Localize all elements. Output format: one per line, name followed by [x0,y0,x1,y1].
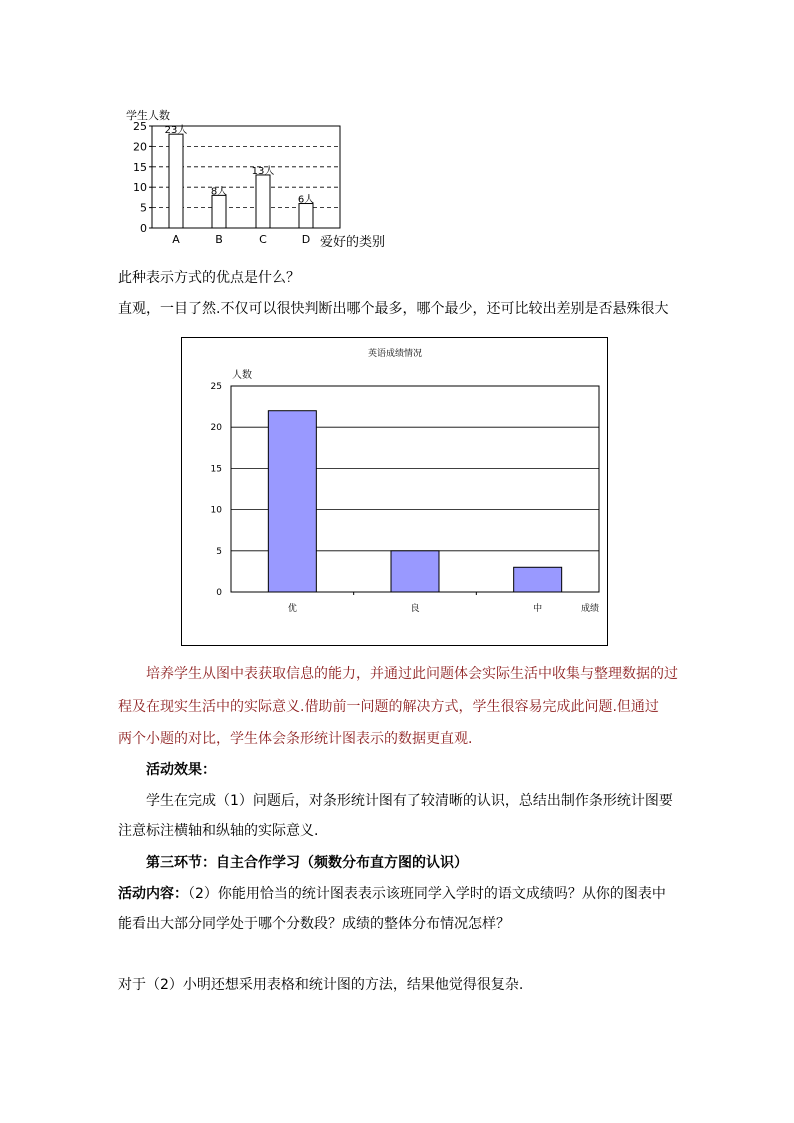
chart1-category-label: D [301,233,311,246]
chart1-bar [212,195,226,228]
chart2-tick-label: 5 [216,546,222,557]
chart1-tick-label: 20 [133,140,147,154]
chart1-data-label: 13人 [251,165,275,177]
chart2-outer-frame [182,338,608,646]
chart1-xlabel: 爱好的类别 [320,235,386,250]
activity-content-line2: 能看出大部分同学处于哪个分数段？成绩的整体分布情况怎样？ [118,916,510,932]
question-advantage: 此种表示方式的优点是什么？ [118,270,300,286]
chart2-bar [514,567,562,592]
chart2-xlabel: 成绩 [581,604,600,614]
answer-advantage: 直观，一目了然.不仅可以很快判断出哪个最多，哪个最少，还可比较出差别是否悬殊很大 [118,301,669,317]
section-three-heading: 第三环节：自主合作学习（频数分布直方图的认识） [146,855,468,871]
chart1-category-label: B [215,233,223,246]
chart2-tick-label: 20 [210,423,222,434]
chart2-title: 英语成绩情况 [367,349,423,359]
chart1-tick-label: 25 [133,120,147,133]
chart1-category-label: C [259,233,267,246]
chart2-tick-label: 15 [210,464,222,475]
chart1-bar [169,134,183,228]
hobby-bar-chart [118,104,398,252]
chart2-ylabel: 人数 [232,370,252,381]
chart2-tick-label: 0 [216,588,222,598]
chart2-bar [391,551,439,592]
paragraph-purpose-line1: 培养学生从图中表获取信息的能力，并通过此问题体会实际生活中收集与整理数据的过 [146,666,678,682]
chart2-tick-label: 10 [210,505,222,516]
chart1-category-label: A [172,233,180,246]
chart2-category-label: 良 [410,604,420,614]
chart1-tick-label: 15 [133,160,147,174]
chart1-data-label: 8人 [210,186,228,198]
paragraph-effect-line1: 学生在完成（1）问题后，对条形统计图有了较清晰的认识，总结出制作条形统计图要 [146,793,673,809]
chart1-data-label: 23人 [164,125,188,137]
chart1-bar [299,204,313,228]
paragraph-purpose-line2: 程及在现实生活中的实际意义.借助前一问题的解决方式，学生很容易完成此问题.但通过 [118,699,659,715]
chart2-category-label: 中 [533,604,543,614]
chart2-tick-label: 25 [210,382,222,392]
paragraph-purpose-line3: 两个小题的对比，学生体会条形统计图表示的数据更直观. [118,731,473,747]
chart1-tick-label: 10 [133,181,147,195]
chart1-ylabel: 学生人数 [126,109,170,122]
activity-content-text: （2）你能用恰当的统计图表表示该班同学入学时的语文成绩吗？从你的图表中 [188,886,666,902]
paragraph-effect-line2: 注意标注横轴和纵轴的实际意义. [118,823,319,839]
chart1-tick-label: 5 [140,201,147,215]
chart1-bar [256,175,270,228]
chart2-bar [268,411,316,592]
paragraph-xiaoming: 对于（2）小明还想采用表格和统计图的方法，结果他觉得很复杂. [118,977,524,993]
activity-content-line1 [118,884,666,904]
chart1-data-label: 6人 [297,194,315,206]
english-grades-chart [181,337,609,647]
activity-content-label: 活动内容： [118,886,188,902]
chart1-tick-label: 0 [140,222,147,235]
chart2-category-label: 优 [287,604,297,614]
activity-effect-heading: 活动效果： [146,762,216,778]
